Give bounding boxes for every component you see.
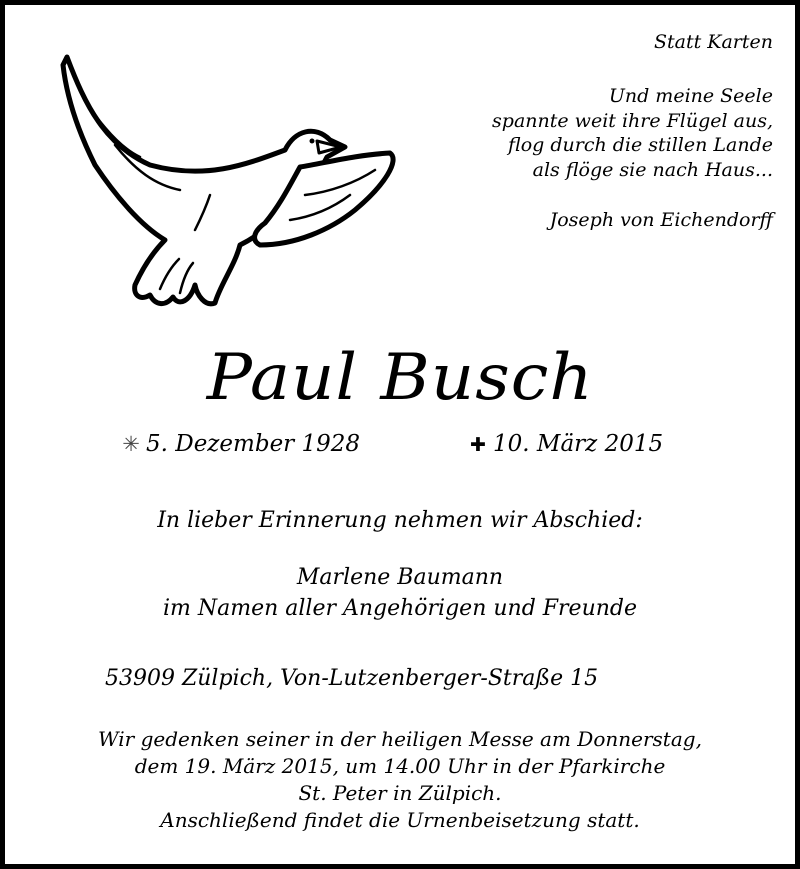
death-date (467, 431, 663, 457)
poem-line: spannte weit ihre Flügel aus, (492, 109, 773, 132)
mass-notice-line: Anschließend findet die Urnenbeisetzung statt. (160, 808, 640, 832)
mass-notice-line: dem 19. März 2015, um 14.00 Uhr in der Pfarkirche (134, 754, 666, 778)
asterisk-icon: ✳ (122, 432, 140, 456)
mass-notice-line: Wir gedenken seiner in der heiligen Messe am Donnerstag, (98, 727, 702, 751)
poem-line: Und meine Seele (608, 85, 773, 107)
dove-icon (55, 45, 405, 335)
poem-author: Joseph von Eichendorff (549, 209, 773, 231)
deceased-name: Paul Busch (206, 341, 594, 415)
address: 53909 Zülpich, Von-Lutzenberger-Straße 15 (105, 666, 599, 691)
death-date-text: 10. März 2015 (493, 431, 664, 457)
poem-line: als flöge sie nach Haus... (532, 158, 773, 181)
signatory-relation: im Namen aller Angehörigen und Freunde (162, 596, 638, 621)
birth-date (120, 431, 360, 457)
mass-notice-line: St. Peter in Zülpich. (298, 781, 502, 805)
birth-date-text: 5. Dezember 1928 (146, 431, 361, 457)
farewell-line: In lieber Erinnerung nehmen wir Abschied: (157, 508, 643, 533)
poem-line: flog durch die stillen Lande (508, 134, 773, 156)
poem (492, 84, 773, 182)
signatory-name: Marlene Baumann (296, 565, 504, 590)
cross-icon: ✚ (470, 434, 486, 456)
header-note: Statt Karten (653, 31, 773, 53)
